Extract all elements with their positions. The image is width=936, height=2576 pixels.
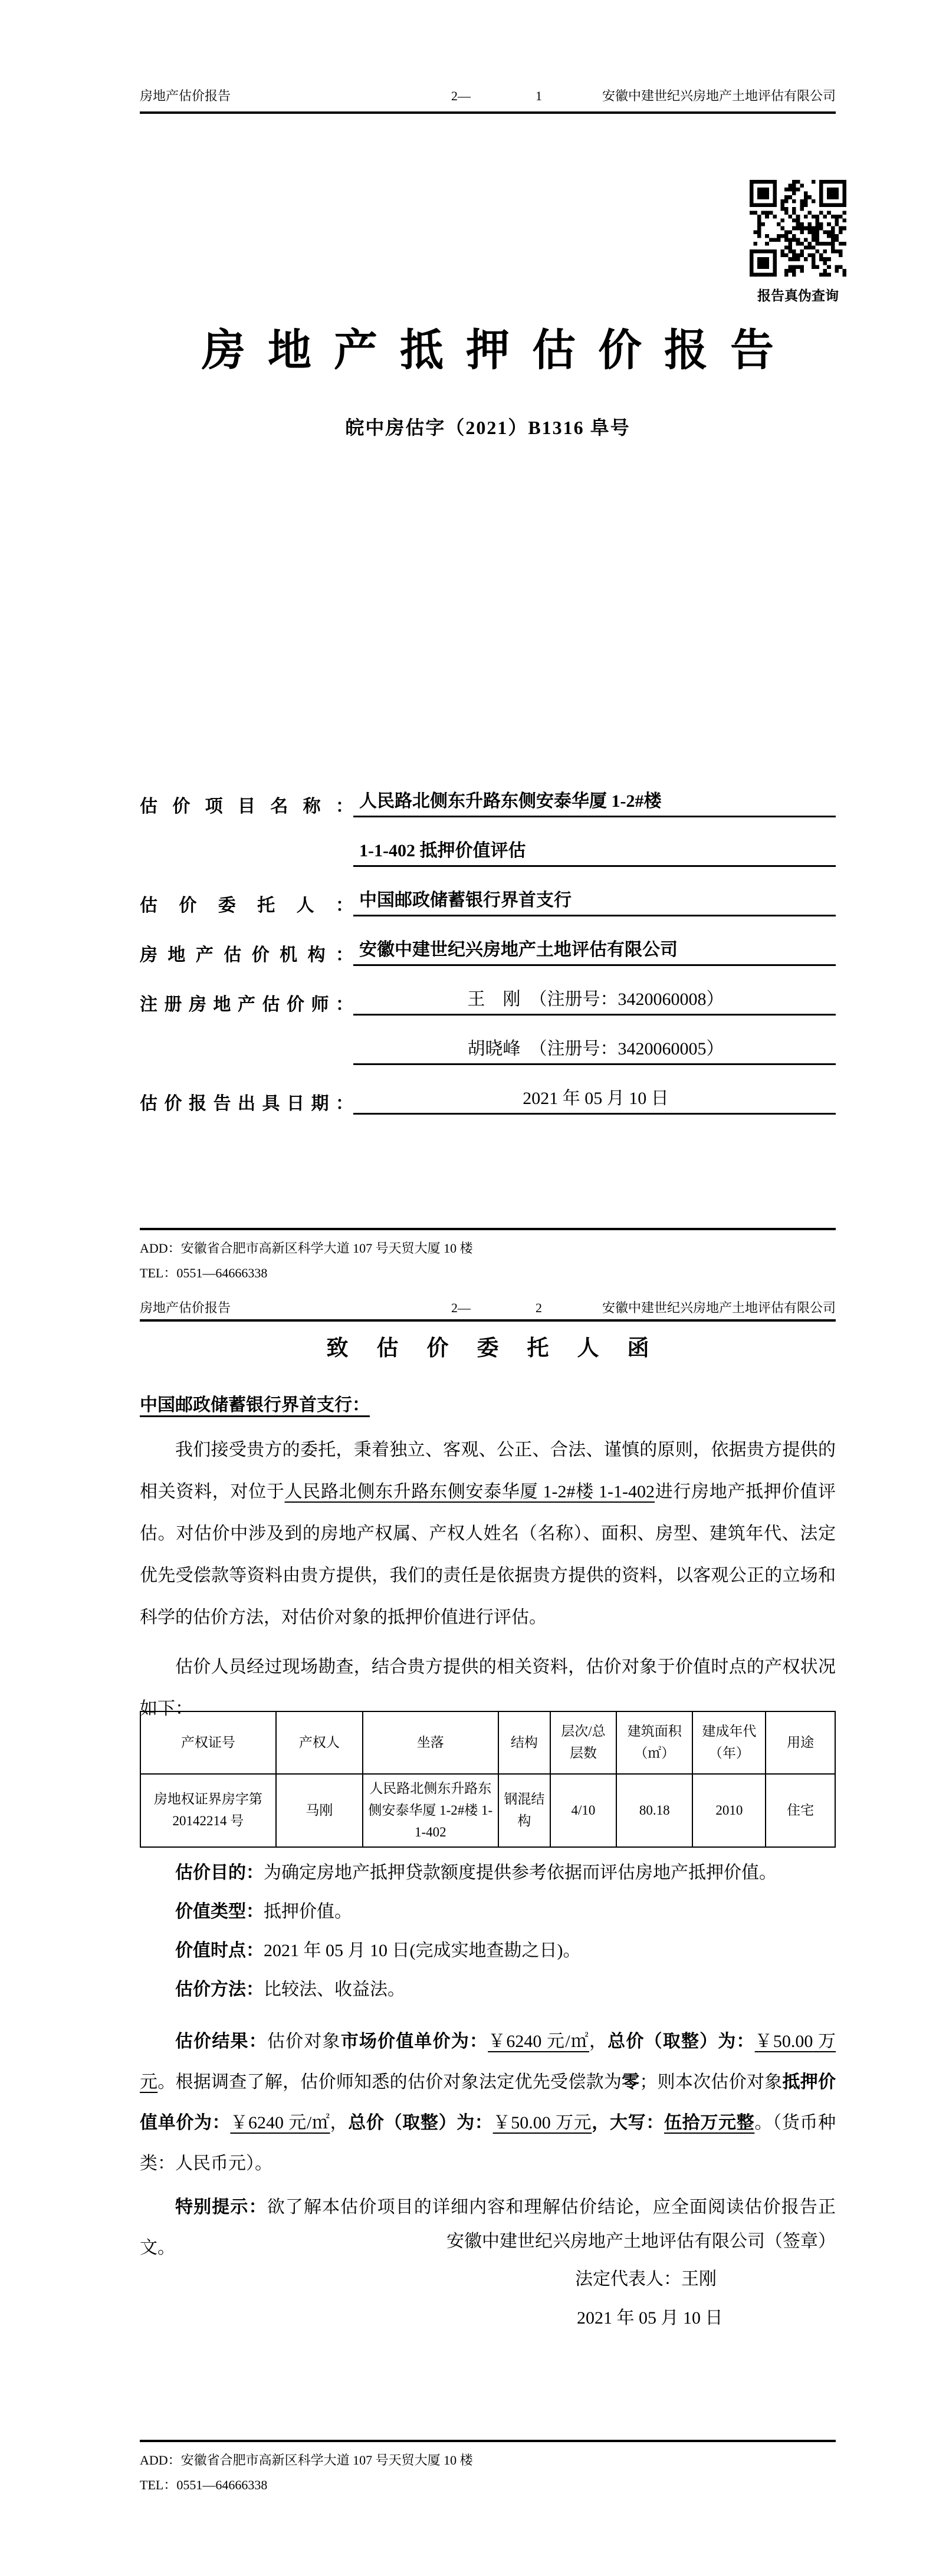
signature-representative: 法定代表人：王刚 bbox=[575, 2269, 717, 2289]
letter-paragraph-2: 估价人员经过现场勘查，结合贵方提供的相关资料，估价对象于价值时点的产权状况如下： bbox=[140, 1657, 836, 1719]
meta-label: 价值时点： bbox=[175, 1941, 264, 1960]
meta-label: 估价方法： bbox=[175, 1980, 264, 1999]
field-project-name bbox=[140, 791, 836, 817]
footer-rule bbox=[140, 1228, 836, 1230]
cell-owner: 马刚 bbox=[276, 1774, 363, 1847]
result-seg: ， bbox=[330, 2113, 349, 2133]
unit-price-mortgage: ￥6240 元/㎡ bbox=[230, 2113, 330, 2133]
signature-date: 2021 年 05 月 10 日 bbox=[577, 2308, 723, 2328]
field-appraiser-1 bbox=[140, 990, 836, 1016]
qr-block bbox=[748, 180, 848, 304]
header-page-group: 2— bbox=[451, 88, 471, 103]
result-seg: 估价对象 bbox=[267, 2032, 341, 2051]
footer-phone: TEL：0551—64666338 bbox=[140, 1266, 268, 1280]
field-label: 估价委托人： bbox=[140, 896, 353, 915]
footer-rule bbox=[140, 2440, 836, 2442]
field-label: 注册房地产估价师： bbox=[140, 995, 353, 1014]
header-doc-type: 房地产估价报告 bbox=[140, 88, 231, 103]
col-location: 坐落 bbox=[363, 1711, 498, 1774]
report-title: 房地产抵押估价报告 bbox=[202, 327, 796, 375]
field-label: 估价项目名称： bbox=[140, 797, 353, 816]
cell-year-built: 2010 bbox=[692, 1774, 766, 1847]
para1-property-address: 人民路北侧东升路东侧安泰华厦 1-2#楼 1-1-402 bbox=[284, 1482, 655, 1501]
footer-address: ADD：安徽省合肥市高新区科学大道 107 号天贸大厦 10 楼 bbox=[140, 1241, 473, 1256]
col-owner: 产权人 bbox=[276, 1711, 363, 1774]
header-rule bbox=[140, 1319, 836, 1322]
col-year-built: 建成年代（年） bbox=[692, 1711, 766, 1774]
col-area: 建筑面积（㎡） bbox=[616, 1711, 693, 1774]
col-use: 用途 bbox=[766, 1711, 835, 1774]
notice-text: 欲了解本估价项目的详细内容和理解估价结论，应全面阅读估价报告正文。 bbox=[140, 2197, 836, 2258]
result-seg: 总价（取整）为： bbox=[607, 2032, 755, 2051]
footer-phone: TEL：0551—64666338 bbox=[140, 2478, 268, 2492]
meta-label: 价值类型： bbox=[175, 1902, 264, 1921]
field-value: 安徽中建世纪兴房地产土地评估有限公司 bbox=[353, 935, 836, 966]
header-page-indicator bbox=[334, 87, 576, 105]
report-number: 皖中房估字（2021）B1316 阜号 bbox=[345, 417, 630, 438]
header-company-name: 安徽中建世纪兴房地产土地评估有限公司 bbox=[602, 1300, 836, 1315]
header-company-name: 安徽中建世纪兴房地产土地评估有限公司 bbox=[602, 88, 836, 103]
col-structure: 结构 bbox=[498, 1711, 550, 1774]
result-seg: 抵押价值单价为： bbox=[140, 2072, 836, 2133]
para1-lead: 我们接受贵方的委托，秉着独立、客观、公正、合法、谨慎的原则，依据贵方提供的相关资料，对位于 bbox=[140, 1440, 836, 1501]
value-date bbox=[140, 1931, 836, 1970]
result-label: 估价结果： bbox=[175, 2032, 267, 2051]
result-seg: 市场价值单价为： bbox=[340, 2032, 488, 2051]
total-price-market: ￥50.00 bbox=[754, 2032, 813, 2051]
meta-text: 抵押价值。 bbox=[264, 1902, 352, 1921]
header-page-number: 1 bbox=[536, 88, 542, 103]
field-value: 人民路北侧东升路东侧安泰华厦 1-2#楼 bbox=[353, 786, 836, 817]
meta-text: 为确定房地产抵押贷款额度提供参考依据而评估房地产抵押价值。 bbox=[264, 1863, 777, 1882]
result-seg: 总价（取整）为： bbox=[348, 2113, 493, 2133]
cell-location: 人民路北侧东升路东侧安泰华厦 1-2#楼 1-1-402 bbox=[363, 1774, 498, 1847]
page2-running-header bbox=[140, 1299, 836, 1317]
field-project-name-cont bbox=[140, 841, 836, 867]
result-seg: ，大写： bbox=[592, 2113, 664, 2133]
field-client bbox=[140, 891, 836, 916]
header-page-indicator bbox=[334, 1299, 576, 1317]
cell-use: 住宅 bbox=[766, 1774, 835, 1847]
field-issue-date bbox=[140, 1089, 836, 1115]
result-seg: 。（货币种类：人民币元）。 bbox=[140, 2113, 836, 2173]
letter-title: 致估价委托人函 bbox=[326, 1336, 678, 1361]
total-price-capital: 伍拾万元整 bbox=[664, 2113, 755, 2133]
cell-floor: 4/10 bbox=[550, 1774, 616, 1847]
appraisal-summary bbox=[140, 1854, 836, 2268]
result-seg: ；则本次估价对象 bbox=[639, 2072, 783, 2092]
result-seg: ， bbox=[589, 2032, 608, 2051]
letter-paragraph-1 bbox=[140, 1429, 836, 1638]
header-doc-type: 房地产估价报告 bbox=[140, 1300, 231, 1315]
field-value: 1-1-402 抵押价值评估 bbox=[353, 836, 836, 867]
field-agency bbox=[140, 940, 836, 966]
signature-company: 安徽中建世纪兴房地产土地评估有限公司（签章） bbox=[446, 2232, 836, 2251]
para1-tail: 进行房地产抵押价值评估。对估价中涉及到的房地产权属、产权人姓名（名称）、面积、房型、建筑年代、法定优先受偿款等资料由贵方提供，我们的责任是依据贵方提供的资料，以客观公正的立场和科学的估价方法，对估价对象的抵押价值进行评估。 bbox=[140, 1482, 836, 1627]
page-2-letter bbox=[0, 1289, 936, 2576]
cover-fields bbox=[140, 791, 836, 1144]
header-rule bbox=[140, 111, 836, 114]
table-row bbox=[140, 1774, 835, 1847]
table-header-row bbox=[140, 1711, 835, 1774]
result-seg: 零 bbox=[622, 2072, 640, 2092]
total-price-mortgage: ￥50.00 万元 bbox=[492, 2113, 592, 2133]
value-type bbox=[140, 1892, 836, 1931]
meta-text: 比较法、收益法。 bbox=[264, 1980, 405, 1999]
field-value: 胡晓峰 （注册号：3420060005） bbox=[353, 1034, 836, 1065]
salutation: 中国邮政储蓄银行界首支行： bbox=[140, 1395, 370, 1415]
cell-certificate-no: 房地权证界房字第 20142214 号 bbox=[140, 1774, 276, 1847]
cell-area: 80.18 bbox=[616, 1774, 693, 1847]
notice-label: 特别提示： bbox=[175, 2197, 267, 2217]
field-value: 2021 年 05 月 10 日 bbox=[353, 1083, 836, 1115]
meta-label: 估价目的： bbox=[175, 1863, 264, 1882]
ownership-table bbox=[140, 1711, 836, 1848]
field-appraiser-2 bbox=[140, 1039, 836, 1065]
result-seg: 。根据调查了解，估价师知悉的估价对象法定优先受偿款为 bbox=[157, 2072, 622, 2092]
special-notice bbox=[140, 2187, 836, 2268]
col-certificate-no: 产权证号 bbox=[140, 1711, 276, 1774]
appraisal-purpose bbox=[140, 1854, 836, 1892]
footer-address: ADD：安徽省合肥市高新区科学大道 107 号天贸大厦 10 楼 bbox=[140, 2453, 473, 2467]
page1-footer bbox=[140, 1236, 836, 1286]
field-value: 王 刚 （注册号：3420060008） bbox=[353, 984, 836, 1016]
appraisal-method bbox=[140, 1970, 836, 2009]
page2-footer bbox=[140, 2448, 836, 2498]
unit-price-market: ￥6240 元/㎡ bbox=[488, 2032, 589, 2051]
qr-code bbox=[750, 180, 846, 277]
cell-structure: 钢混结构 bbox=[498, 1774, 550, 1847]
header-page-group: 2— bbox=[451, 1300, 471, 1315]
page1-running-header bbox=[140, 87, 836, 105]
field-label: 估价报告出具日期： bbox=[140, 1094, 353, 1113]
total-price-unit: 万元 bbox=[140, 2032, 836, 2092]
field-label: 房地产估价机构： bbox=[140, 945, 353, 965]
header-page-number: 2 bbox=[536, 1300, 542, 1315]
appraisal-result bbox=[140, 2021, 836, 2184]
field-value: 中国邮政储蓄银行界首支行 bbox=[353, 885, 836, 916]
col-floor: 层次/总层数 bbox=[550, 1711, 616, 1774]
qr-caption: 报告真伪查询 bbox=[757, 288, 839, 303]
meta-text: 2021 年 05 月 10 日(完成实地查勘之日)。 bbox=[264, 1941, 581, 1960]
